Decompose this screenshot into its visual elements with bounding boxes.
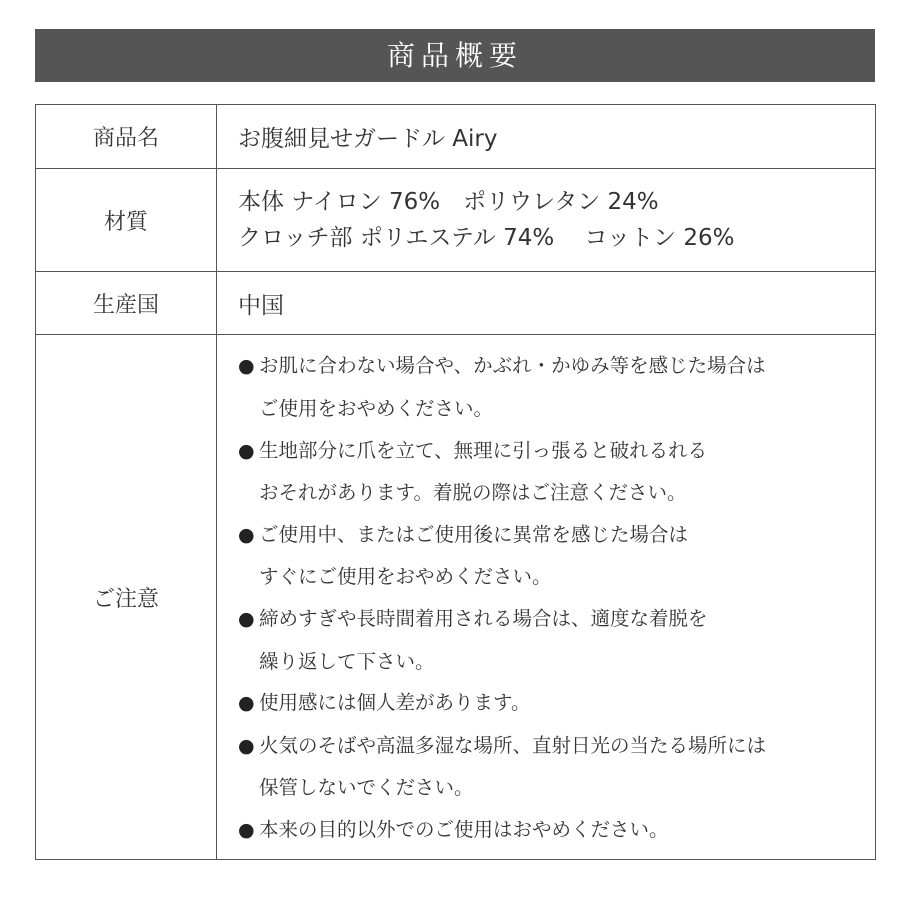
table-row-product-name (36, 105, 876, 169)
caution-text: ご使用中、またはご使用後に異常を感じた場合は (259, 522, 689, 546)
material-line-body: 本体 ナイロン 76% ポリウレタン 24% (238, 189, 659, 215)
caution-text: 保管しないでください。 (259, 776, 474, 800)
bullet-icon: ● (238, 734, 255, 757)
caution-text: お肌に合わない場合や、かぶれ・かゆみ等を感じた場合は (259, 354, 766, 378)
bullet-icon: ● (238, 818, 255, 841)
caution-text: 火気のそばや高温多湿な場所、直射日光の当たる場所には (259, 733, 767, 757)
list-item (238, 598, 875, 682)
bullet-icon: ● (238, 355, 255, 378)
origin-value: 中国 (217, 272, 876, 335)
list-item (238, 682, 875, 725)
list-item (238, 725, 875, 809)
caution-text: 繰り返して下さい。 (259, 649, 435, 673)
table-row-material (36, 169, 876, 272)
table-row-origin (36, 272, 876, 335)
bullet-icon: ● (238, 608, 255, 630)
origin-label: 生産国 (36, 272, 217, 335)
caution-text: 使用感には個人差があります。 (259, 691, 531, 715)
bullet-icon: ● (238, 523, 255, 546)
table-row-caution (36, 335, 876, 860)
section-title: 商品概要 (35, 29, 875, 82)
material-line-crotch: クロッチ部 ポリエステル 74% コットン 26% (238, 225, 735, 251)
material-value (217, 169, 876, 272)
bullet-icon: ● (238, 692, 255, 715)
caution-text: 生地部分に爪を立て、無理に引っ張ると破れるれる (259, 438, 708, 462)
caution-text: 締めすぎや長時間着用される場合は、適度な着脱を (259, 607, 708, 630)
caution-text: おそれがあります。着脱の際はご注意ください。 (259, 481, 687, 505)
list-item (238, 345, 875, 429)
bullet-icon: ● (238, 439, 255, 462)
list-item (238, 809, 875, 852)
caution-text: ご使用をおやめください。 (259, 397, 494, 421)
list-item (238, 514, 875, 598)
caution-text: 本来の目的以外でのご使用はおやめください。 (259, 817, 669, 841)
caution-text: すぐにご使用をおやめください。 (259, 565, 552, 589)
caution-value (217, 335, 876, 860)
product-name-label: 商品名 (36, 105, 217, 169)
material-label: 材質 (36, 169, 217, 272)
product-name-value: お腹細見せガードル Airy (217, 105, 876, 169)
caution-label: ご注意 (36, 335, 217, 860)
product-spec-table (35, 104, 876, 860)
list-item (238, 430, 875, 514)
caution-list (238, 342, 875, 851)
